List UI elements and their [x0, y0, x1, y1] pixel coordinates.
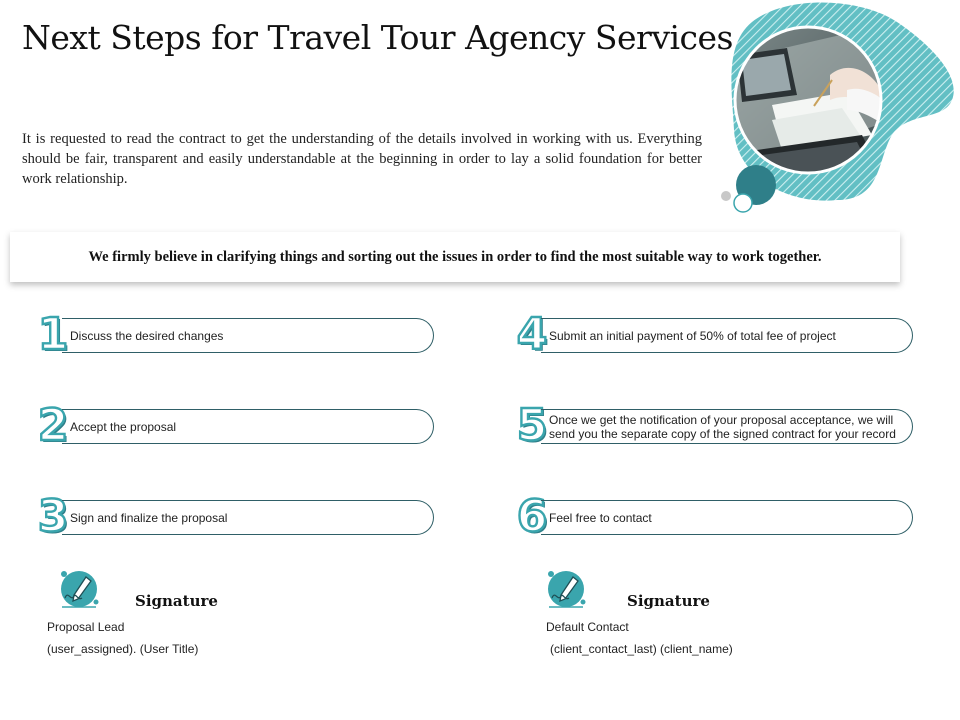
step-number: 2 — [37, 400, 69, 451]
step-pill — [541, 500, 913, 535]
step-6 — [515, 491, 915, 542]
step-text: Sign and finalize the proposal — [70, 510, 228, 525]
step-pill — [62, 409, 434, 444]
signature-role: Proposal Lead — [47, 620, 125, 634]
signature-name: (user_assigned). (User Title) — [47, 642, 199, 656]
step-pill — [62, 318, 434, 353]
decorative-photo-graphic — [712, 0, 960, 215]
signature-role: Default Contact — [546, 620, 629, 634]
step-number: 1 — [37, 309, 69, 360]
step-text: Feel free to contact — [549, 510, 652, 525]
step-text: Accept the proposal — [70, 419, 177, 434]
step-4 — [515, 309, 915, 360]
step-3 — [36, 491, 436, 542]
step-number: 4 — [516, 309, 548, 360]
step-pill — [541, 318, 913, 353]
step-number: 3 — [37, 491, 69, 542]
intro-paragraph: It is requested to read the contract to get the understanding of the details involved in working with us. Everything should be fair, transparent and easily understandable at the beginning in order to lay a solid foundation for better work relationship. — [22, 131, 702, 187]
step-number: 6 — [516, 491, 548, 542]
step-number: 5 — [516, 400, 548, 451]
step-1 — [36, 309, 436, 360]
step-2 — [36, 400, 436, 451]
belief-banner — [10, 232, 900, 282]
step-pill — [62, 500, 434, 535]
step-text: Once we get the notification of your proposal acceptance, we will send you the separate copy of the signed contract for your record — [549, 412, 896, 441]
signature-label: Signature — [627, 592, 710, 610]
step-pill — [541, 409, 913, 444]
page-title: Next Steps for Travel Tour Agency Services — [22, 18, 733, 57]
step-text: Submit an initial payment of 50% of total fee of project — [549, 328, 836, 343]
step-5 — [515, 400, 915, 451]
signature-name: (client_contact_last) (client_name) — [550, 642, 733, 656]
signature-label: Signature — [135, 592, 218, 610]
signature-pen-icon — [543, 568, 589, 614]
step-text: Discuss the desired changes — [70, 328, 224, 343]
banner-text: We firmly believe in clarifying things and sorting out the issues in order to find the most suitable way to work together. — [88, 248, 822, 265]
signature-pen-icon — [56, 568, 102, 614]
